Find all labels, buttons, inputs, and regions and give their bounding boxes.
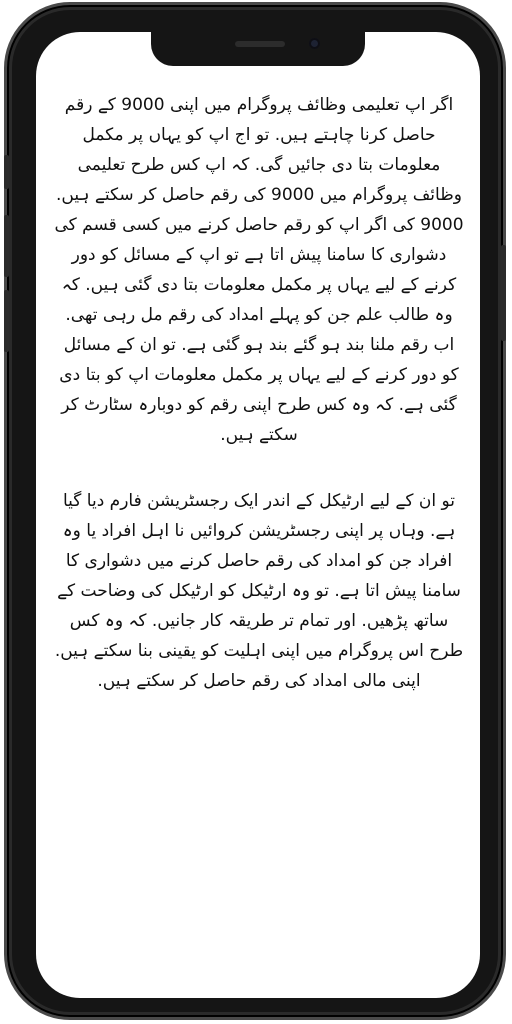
volume-up-button [4,215,9,277]
article-paragraph-2: تو ان کے لیے ارٹیکل کے اندر ایک رجسٹریشن فارم دیا گیا ہے. وہاں پر اپنی رجسٹریشن کروائیں نا اہل افراد یا وہ افراد جن کو امداد کی رقم حاصل کرنے میں دشواری کا سامنا پیش اتا ہے. تو وہ ارٹیکل کو ارٹیکل کی وضاحت کے ساتھ پڑھیں. اور تمام تر طریقہ کار جانیں. کہ وہ کس طرح اس پروگرام میں اپنی اہلیت کو یقینی بنا سکتے ہیں. اپنی مالی امداد کی رقم حاصل کر سکتے ہیں. [54,491,464,691]
mute-switch [4,155,9,189]
article-body [54,90,464,696]
front-camera-icon [309,38,320,49]
phone-screen[interactable] [36,32,480,998]
speaker-grille-icon [235,41,285,47]
article-paragraph-1: اگر اپ تعلیمی وظائف پروگرام میں اپنی 9000 کے رقم حاصل کرنا چاہتے ہیں. تو اج اپ کو یہاں پر مکمل معلومات بتا دی جائیں گی. کہ اپ کس طرح تعلیمی وظائف پروگرام میں 9000 کی رقم حاصل کر سکتے ہیں. 9000 کی اگر اپ کو رقم حاصل کرنے میں کسی قسم کی دشواری کا سامنا پیش اتا ہے تو اپ کے مسائل کو دور کرنے کے لیے یہاں پر مکمل معلومات بتا دی گئی ہیں. کہ وہ طالب علم جن کو پہلے امداد کی رقم مل رہی تھی. اب رقم ملنا بند ہو گئے بند ہو گئی ہے. تو ان کے مسائل کو دور کرنے کے لیے یہاں پر مکمل معلومات اپ کو بتا دی گئی ہے. کہ وہ کس طرح اپنی رقم کو دوبارہ سٹارٹ کر سکتے ہیں. [54,95,464,445]
power-button [501,245,506,341]
phone-frame [4,2,506,1020]
volume-down-button [4,290,9,352]
notch [151,32,365,66]
